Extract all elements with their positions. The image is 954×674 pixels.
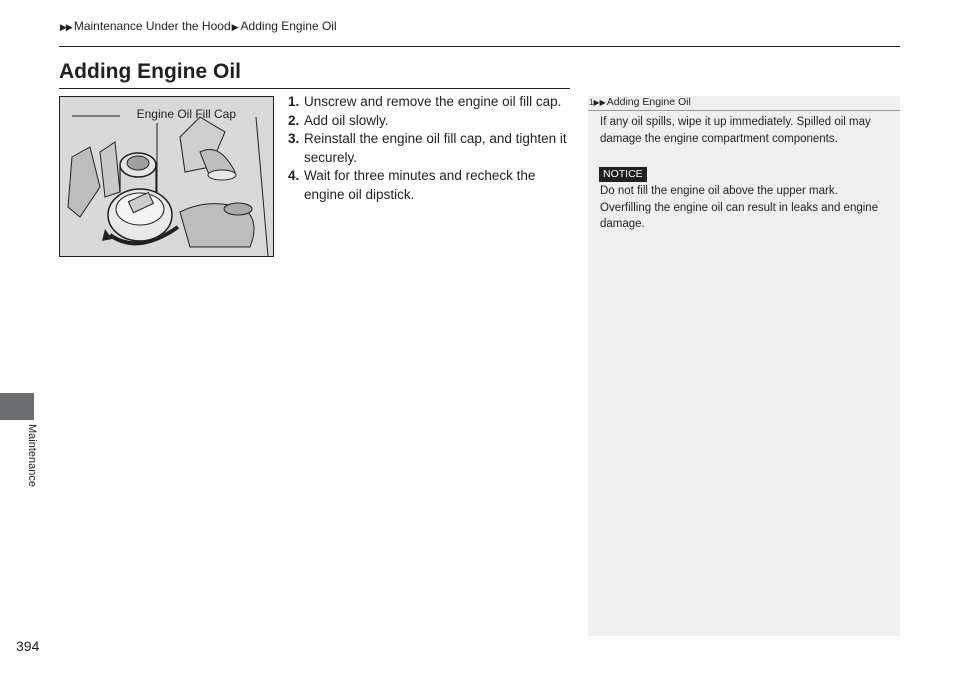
breadcrumb-section-link[interactable]: Maintenance Under the Hood [73, 19, 231, 33]
step-text: Unscrew and remove the engine oil fill cap. [304, 94, 562, 109]
procedure-steps [288, 93, 578, 204]
step-number: 3. [288, 131, 300, 146]
chapter-tab[interactable] [0, 393, 34, 420]
sidebar-heading-text: Adding Engine Oil [606, 96, 691, 108]
sidebar-heading [588, 95, 900, 111]
sidebar-paragraph-overfill: Do not fill the engine oil above the upper mark. Overfilling the engine oil can result in leaks and engine damage. [600, 185, 879, 230]
reference-marker-icon: 1▶▶ [589, 98, 606, 107]
page-title: Adding Engine Oil [59, 60, 241, 83]
breadcrumb-current-page: Adding Engine Oil [240, 19, 337, 33]
step-item [288, 167, 578, 204]
step-item [288, 112, 578, 131]
figure-callout-label: Engine Oil Fill Cap [136, 107, 236, 121]
step-text: Wait for three minutes and recheck the engine oil dipstick. [304, 168, 536, 202]
page-number: 394 [16, 638, 40, 654]
breadcrumb-arrow-icon: ▶▶ [60, 22, 72, 32]
breadcrumb [60, 19, 337, 33]
step-text: Add oil slowly. [304, 112, 389, 128]
notice-badge: NOTICE [599, 167, 647, 182]
step-number: 2. [288, 112, 300, 128]
header-divider [59, 46, 900, 47]
sidebar-paragraph-spill: If any oil spills, wipe it up immediately. Spilled oil may damage the engine compartment components. [600, 116, 871, 145]
step-item [288, 130, 578, 167]
breadcrumb-separator-icon: ▶ [231, 22, 239, 32]
chapter-tab-label: Maintenance [26, 424, 38, 487]
step-number: 1. [288, 94, 300, 109]
step-text: Reinstall the engine oil fill cap, and tighten it securely. [304, 131, 567, 165]
title-divider [59, 88, 570, 89]
step-number: 4. [288, 168, 300, 183]
step-item [288, 93, 578, 112]
